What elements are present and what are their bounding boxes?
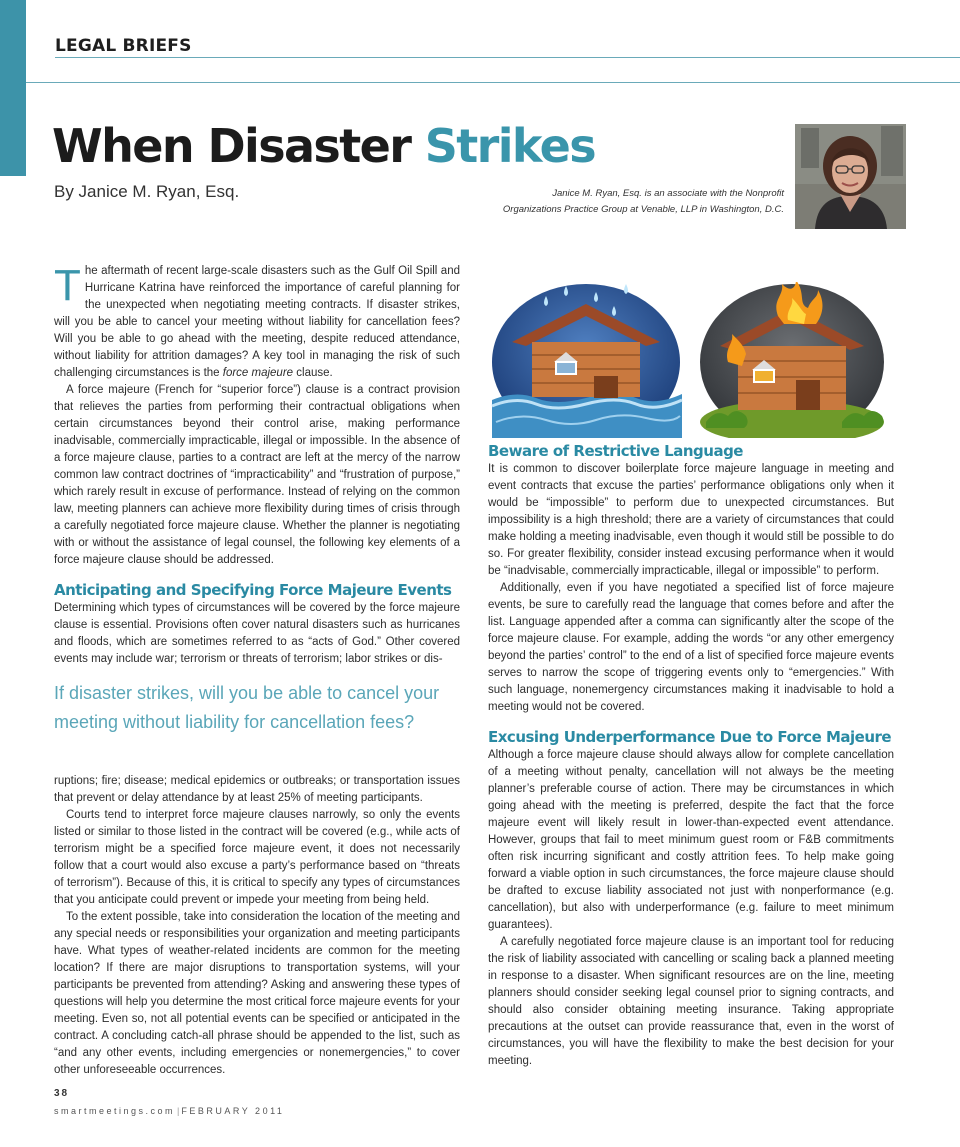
footer-separator: | bbox=[177, 1106, 180, 1116]
footer-site: smartmeetings.com bbox=[54, 1106, 176, 1116]
excusing-paragraph-2: A carefully negotiated force majeure clause is an important tool for reducing the risk of liability associated with cancelling or scaling back a planned meeting in response to a disaster. When significant resources are on the line, meeting planners should consider seeking legal counsel prior to signing contracts, and should also consider obtaining meeting insurance. Taking appropriate precautions at the outset can provide reassurance that, even in the worst of circumstances, you will have the flexibility to make the best decision for your meeting. bbox=[488, 936, 894, 1067]
divider bbox=[26, 82, 960, 83]
page-number: 38 bbox=[54, 1088, 70, 1099]
anticipating-paragraph-1-cont: ruptions; fire; disease; medical epidemics or outbreaks; or transportation issues that prevent or delay attendance by at least 25% of meeting participants. bbox=[54, 775, 460, 804]
title-part-2: Strikes bbox=[424, 119, 596, 173]
byline: By Janice M. Ryan, Esq. bbox=[54, 182, 240, 201]
burning-house-icon bbox=[700, 282, 884, 438]
author-bio: Janice M. Ryan, Esq. is an associate with the Nonprofit Organizations Practice Group at Venable, LLP in Washington, D.C. bbox=[502, 188, 784, 215]
section-label: LEGAL BRIEFS bbox=[55, 36, 192, 56]
drop-cap: T bbox=[54, 261, 81, 310]
heading-excusing: Excusing Underperformance Due to Force Majeure bbox=[488, 728, 892, 746]
beware-paragraph-1: It is common to discover boilerplate force majeure language in meeting and event contracts that excuse the parties’ performance obligations only when it would be “impossible” to perform due to unexpected circumstances. But impossibility is a high threshold; there are a variety of circumstances that could make holding a meeting inadvisable, even though it would still be possible to do so. For greater flexibility, consider instead excusing performance when it would be “inadvisable, commercially impracticable, illegal or impossible” to perform. bbox=[488, 463, 894, 577]
anticipating-continued bbox=[54, 773, 460, 1079]
divider bbox=[55, 57, 960, 58]
footer bbox=[54, 1106, 284, 1116]
right-column bbox=[488, 441, 894, 1070]
anticipating-paragraph-3: To the extent possible, take into consideration the location of the meeting and any special needs or responsibilities your organization and meeting participants have. What types of weather-related incidents are common for the meeting location? If there are major disruptions to transportation systems, will your participants be prevented from attending? Asking and answering these types of questions will help you determine the most critical force majeure events for your meeting. Even so, not all potential events can be specified or anticipated in the contract. A concluding catch-all phrase should be appended to the list, such as “and any other events, including emergencies or nonemergencies,” to cover other unforeseeable occurrences. bbox=[54, 911, 460, 1076]
intro-paragraph-2: A force majeure (French for “superior force”) clause is a contract provision that relieves the parties from performing their contractual obligations when certain circumstances beyond their control arise, making performance inadvisable, commercially impracticable, illegal or impossible. In the absence of a force majeure clause, parties to a contract are left at the mercy of the narrow common law contract doctrines of “impracticability” and “frustration of purpose,” which rarely result in excuse of performance. Instead of relying on the common law, meeting planners can achieve more flexibility during times of crisis through a carefully negotiated force majeure clause. Whether the planner is negotiating with or without the assistance of legal counsel, the following key elements of a force majeure clause should be addressed. bbox=[54, 384, 460, 566]
article-title bbox=[52, 118, 595, 174]
intro-paragraph: The aftermath of recent large-scale disasters such as the Gulf Oil Spill and Hurricane Katrina have reinforced the importance of careful planning for the unexpected when negotiating meeting contracts. If disaster strikes, will you be able to cancel your meeting without liability for cancellation fees? Will you be able to go ahead with the meeting, despite reduced attendance, without liability for attrition damages? A key tool in managing the risk of such challenging circumstances is the force majeure clause. bbox=[54, 261, 460, 379]
intro-block bbox=[54, 263, 460, 668]
beware-paragraph-2: Additionally, even if you have negotiated a specified list of force majeure events, be sure to carefully read the language that comes before and after the list. Language appended after a comma can significantly alter the scope of the force majeure clause. For example, adding the words “or any other emergency beyond the parties’ control” to the end of a list of specified force majeure events serves to narrow the scope of triggering events only to “emergencies.” With such language, nonemergency circumstances making it inadvisable to hold a meeting would not be covered. bbox=[488, 582, 894, 713]
footer-date: FEBRUARY 2011 bbox=[181, 1106, 285, 1116]
heading-beware: Beware of Restrictive Language bbox=[488, 442, 743, 460]
section-color-tab bbox=[0, 0, 26, 176]
flooded-house-icon bbox=[492, 284, 682, 438]
anticipating-paragraph-1: Determining which types of circumstances will be covered by the force majeure clause is essential. Provisions often cover natural disasters such as hurricanes and floods, which are sometimes referred to as “acts of God.” Other covered events may include war; terrorism or threats of terrorism; labor strikes or dis- bbox=[54, 602, 460, 665]
anticipating-paragraph-2: Courts tend to interpret force majeure clauses narrowly, so only the events listed or similar to those listed in the contract will be covered (e.g., while acts of terrorism might be a specified force majeure event, it does not necessarily follow that a court would also excuse a party’s performance based on “threats of terrorism”). Because of this, it is critical to specify any types of circumstances that you anticipate could prevent or impede your meeting from being held. bbox=[54, 809, 460, 906]
pull-quote: If disaster strikes, will you be able to cancel your meeting without liability for cancellation fees? bbox=[54, 683, 440, 732]
author-photo bbox=[795, 124, 906, 229]
disaster-illustration bbox=[486, 282, 886, 438]
heading-anticipating: Anticipating and Specifying Force Majeure Events bbox=[54, 581, 452, 599]
excusing-paragraph-1: Although a force majeure clause should always allow for complete cancellation of a meeting without penalty, cancellation will not always be the meeting planner’s preferable course of action. There may be circumstances in which going ahead with the meeting is preferred, despite the fact that the force majeure event will likely result in lower-than-expected event attendance. However, groups that fail to meet minimum guest room or F&B commitments often risk incurring significant and costly attrition fees. To help make going forward a viable option in such circumstances, the force majeure clause should be drafted to excuse liability associated not just with nonperformance (e.g. cancellation), but also with underperformance (e.g. failure to meet minimum guarantees). bbox=[488, 749, 894, 931]
title-part-1: When Disaster bbox=[52, 119, 411, 173]
